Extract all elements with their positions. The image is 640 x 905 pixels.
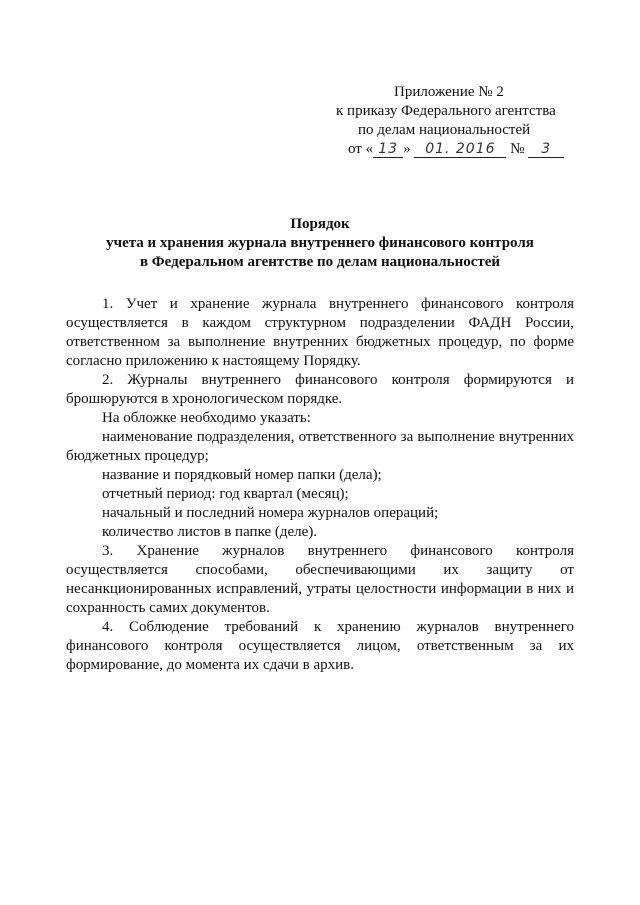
paragraph-4: 4. Соблюдение требований к хранению журналов внутреннего финансового контроля осуществляется лицом, ответственным за их формирование, до момента их сдачи в архив.	[66, 619, 574, 673]
paragraph-1: 1. Учет и хранение журнала внутреннего финансового контроля осуществляется в каждом структурном подразделении ФАДН России, ответственном за выполнение внутренних бюджетных процедур, по форме согласно приложению к настоящему Порядку.	[66, 296, 574, 369]
document-title	[66, 215, 574, 272]
title-line-3: в Федеральном агентстве по делам национальностей	[139, 254, 501, 270]
date-mid: »	[403, 141, 411, 157]
paragraph-3: 3. Хранение журналов внутреннего финансового контроля осуществляется способами, обеспечивающими их защиту от несанкционированных исправлений, утраты целостности информации в них и сохранность самих документов.	[66, 543, 574, 616]
document-body	[66, 295, 574, 675]
cover-item-3: отчетный период: год квартал (месяц);	[102, 486, 349, 502]
date-prefix: от «	[348, 141, 374, 157]
number-prefix: №	[510, 141, 525, 157]
title-line-1: Порядок	[290, 216, 350, 232]
paragraph-2: 2. Журналы внутреннего финансового контроля формируются и брошюруются в хронологическом порядке.	[66, 372, 574, 407]
appendix-number: Приложение № 2	[394, 84, 504, 100]
title-line-2: учета и хранения журнала внутреннего финансового контроля	[106, 235, 534, 251]
order-date-line	[336, 140, 586, 159]
agency-name: по делам национальностей	[358, 122, 531, 138]
cover-item-2: название и порядковый номер папки (дела);	[102, 467, 382, 483]
order-number: 3	[528, 142, 564, 158]
date-month-year: 01. 2016	[414, 142, 506, 158]
appendix-header	[336, 83, 586, 159]
cover-item-1: наименование подразделения, ответственного за выполнение внутренних бюджетных процедур;	[66, 429, 574, 464]
date-day: 13	[373, 142, 403, 158]
cover-item-5: количество листов в папке (деле).	[102, 524, 318, 540]
order-reference: к приказу Федерального агентства	[336, 103, 556, 119]
cover-item-4: начальный и последний номера журналов операций;	[102, 505, 439, 521]
cover-intro: На обложке необходимо указать:	[102, 410, 311, 426]
